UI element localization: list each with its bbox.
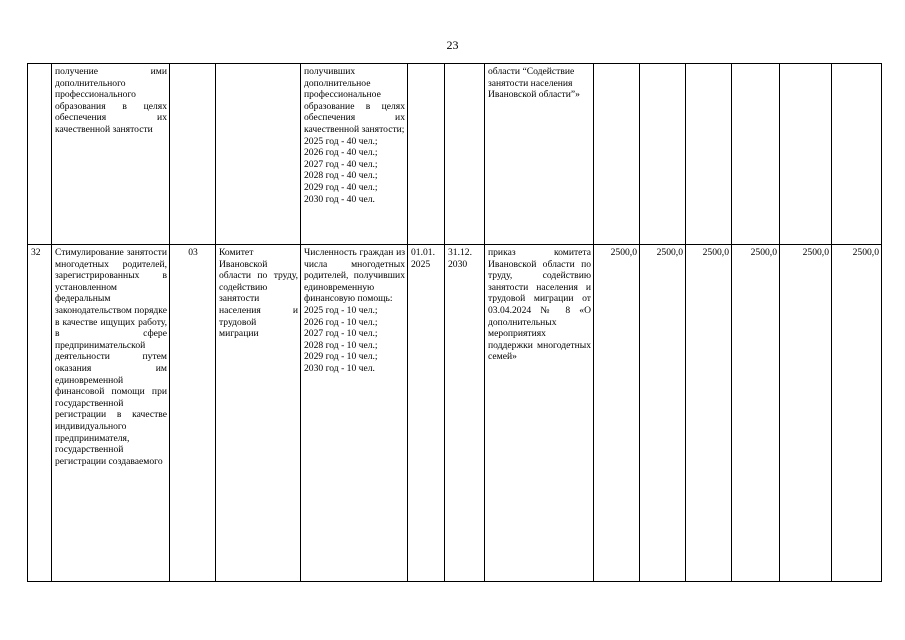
indicator-year-line: 2025 год - 10 чел.;: [304, 304, 378, 316]
cell-value: [732, 245, 780, 582]
cell-number: [28, 245, 52, 582]
cell-end-date: [445, 64, 485, 245]
end-date: 31.12. 2030: [448, 247, 472, 270]
indicator-year-line: 2029 год - 10 чел.;: [304, 351, 378, 363]
cell-value: [686, 64, 732, 245]
indicator-year-line: 2030 год - 10 чел.: [304, 362, 375, 374]
cell-value: [594, 245, 640, 582]
cell-measure-name: [52, 64, 170, 245]
cell-code: [170, 64, 216, 245]
cell-document: [485, 64, 594, 245]
code-value: 03: [188, 247, 198, 258]
cell-value: [640, 245, 686, 582]
indicator-year-line: 2027 год - 40 чел.;: [304, 158, 378, 170]
table-row-32: [28, 245, 882, 582]
cell-value: [594, 64, 640, 245]
cell-value: [780, 245, 832, 582]
table-row-continued: [28, 64, 882, 245]
cell-executor: [216, 64, 301, 245]
cell-executor: [216, 245, 301, 582]
cell-start-date: [408, 64, 445, 245]
cell-document: [485, 245, 594, 582]
cell-end-date: [445, 245, 485, 582]
cell-value: [832, 64, 882, 245]
cell-value: [780, 64, 832, 245]
cell-indicator: [301, 64, 408, 245]
indicator-year-line: 2025 год - 40 чел.;: [304, 135, 378, 147]
cell-measure-name: [52, 245, 170, 582]
row-number: 32: [31, 247, 41, 258]
executor-text: Комитет Ивановской области по труду, содействию занятости населения и трудовой миграции: [219, 247, 298, 340]
start-date: 01.01. 2025: [411, 247, 435, 270]
cell-value: [686, 245, 732, 582]
indicator-year-line: 2027 год - 10 чел.;: [304, 328, 378, 340]
page-number: 23: [446, 38, 459, 52]
value-2027: 2500,0: [702, 247, 729, 258]
indicator-text: получивших дополнительное профессиональное образование в целях обеспечения их качественной занятости;: [304, 66, 405, 135]
indicator-year-line: 2028 год - 40 чел.;: [304, 170, 378, 182]
measure-name-text: получение ими дополнительного профессионального образования в целях обеспечения их качественной занятости: [55, 66, 167, 135]
cell-indicator: [301, 245, 408, 582]
indicator-year-line: 2026 год - 40 чел.;: [304, 147, 378, 159]
document-text: области “Содействие занятости населения Ивановской области”»: [488, 66, 580, 101]
indicator-year-line: 2029 год - 40 чел.;: [304, 181, 378, 193]
cell-value: [732, 64, 780, 245]
indicator-year-line: 2026 год - 10 чел.;: [304, 316, 378, 328]
value-2029: 2500,0: [802, 247, 829, 258]
value-2028: 2500,0: [750, 247, 777, 258]
cell-number: [28, 64, 52, 245]
value-2030: 2500,0: [852, 247, 879, 258]
value-2026: 2500,0: [656, 247, 683, 258]
value-2025: 2500,0: [610, 247, 637, 258]
cell-value: [640, 64, 686, 245]
measures-table: [27, 63, 882, 582]
document-text: приказ комитета Ивановской области по труду, содействию занятости населения и трудовой миграции от 03.04.2024 № 8 «О дополнительных мероприятиях поддержки многодетных семей»: [488, 247, 591, 363]
indicator-year-line: 2028 год - 10 чел.;: [304, 339, 378, 351]
cell-start-date: [408, 245, 445, 582]
indicator-text: Численность граждан из числа многодетных родителей, получивших единовременную финансовую помощь:: [304, 247, 405, 305]
measure-name-text: Стимулирование занятости многодетных родителей, зарегистрированных в установленном федеральным законодательством порядке в качестве ищущих работу, в сфере предпринимательской деятельности путем оказания им единовременной финансовой помощи при государственной регистрации в качестве индивидуального предпринимателя, государственной регистрации создаваемого: [55, 247, 167, 467]
cell-code: [170, 245, 216, 582]
cell-value: [832, 245, 882, 582]
indicator-year-line: 2030 год - 40 чел.: [304, 193, 375, 205]
